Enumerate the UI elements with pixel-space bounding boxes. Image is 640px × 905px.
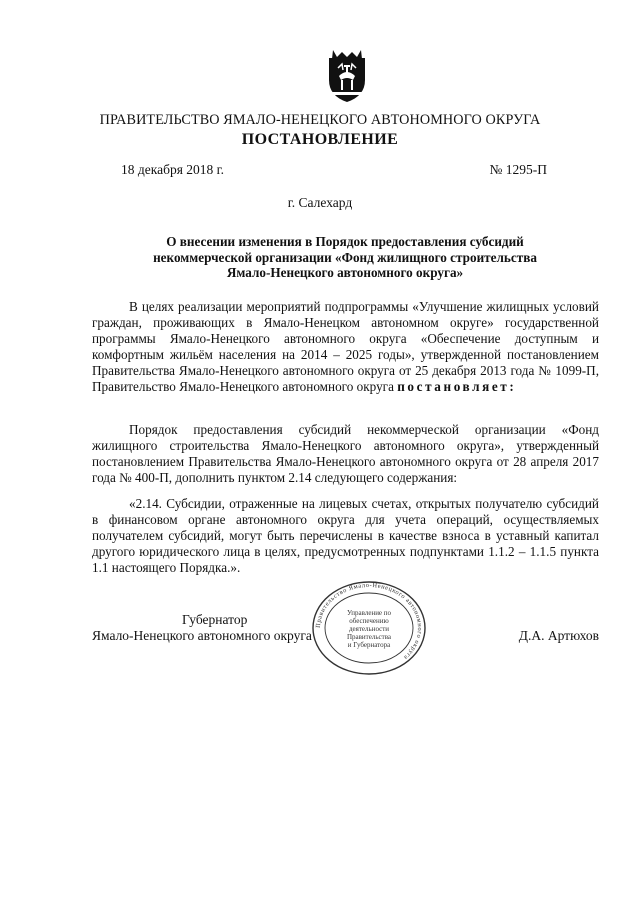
preamble-text: В целях реализации мероприятий подпрограммы «Улучшение жилищных условий граждан, проживающих в Ямало-Ненецком автономном округе» государственной программы Ямало-Ненецкого автономного округа «Обеспечение доступным и комфортным жильём населения на 2014 – 2025 годы», утвержденной постановлением Правительства Ямало-Ненецкого автономного округа от 25 декабря 2013 года № 1099-П, Правительство Ямало-Ненецкого автономного округа	[92, 299, 599, 394]
document-number: № 1295-П	[489, 162, 547, 177]
government-name: ПРАВИТЕЛЬСТВО ЯМАЛО-НЕНЕЦКОГО АВТОНОМНОГО ОКРУГА	[99, 112, 541, 128]
stamp-ring-text: Правительство Ямало-Ненецкого автономного округа	[314, 581, 424, 662]
stamp-line: деятельности	[348, 625, 390, 633]
document-title	[90, 234, 600, 281]
title-line: некоммерческой организации «Фонд жилищного строительства	[153, 249, 537, 265]
signatory-title: Губернатор	[182, 612, 248, 627]
stamp-line: Управление по	[346, 609, 392, 617]
signatory-name: Д.А. Артюхов	[518, 628, 599, 643]
clause-text: «2.14. Субсидии, отраженные на лицевых счетах, открытых получателю субсидий в финансовом органе автономного округа для учета операций, осуществляемых получателем субсидий, могут быть перечислены в качестве взноса в уставный капитал другого юридического лица в целях, предусмотренных подпунктами 1.1.2 – 1.1.5 пункта 1.1 настоящего Порядка.».	[92, 496, 599, 575]
resolution-keyword: постановляет:	[397, 379, 517, 394]
document-date: 18 декабря 2018 г.	[121, 162, 225, 177]
document-type: ПОСТАНОВЛЕНИЕ	[241, 131, 399, 148]
signatory-region: Ямало-Ненецкого автономного округа	[92, 628, 312, 643]
official-stamp	[310, 580, 428, 676]
stamp-line: Правительства	[346, 633, 392, 641]
stamp-line: и Губернатора	[347, 641, 391, 649]
amendment-text: Порядок предоставления субсидий некоммерческой организации «Фонд жилищного строительства Ямало-Ненецкого автономного округа», утвержденный постановлением Правительства Ямало-Ненецкого автономного округа от 28 апреля 2017 года № 400-П, дополнить пунктом 2.14 следующего содержания:	[92, 422, 599, 485]
document-city: г. Салехард	[287, 195, 353, 210]
regional-coat-of-arms-icon	[326, 46, 368, 104]
paragraph-preamble	[92, 299, 599, 395]
paragraph-amendment	[92, 422, 599, 486]
title-line: О внесении изменения в Порядок предоставления субсидий	[166, 234, 524, 249]
paragraph-clause	[92, 496, 599, 576]
title-line: Ямало-Ненецкого автономного округа»	[226, 265, 464, 280]
stamp-line: обеспечению	[349, 617, 389, 625]
